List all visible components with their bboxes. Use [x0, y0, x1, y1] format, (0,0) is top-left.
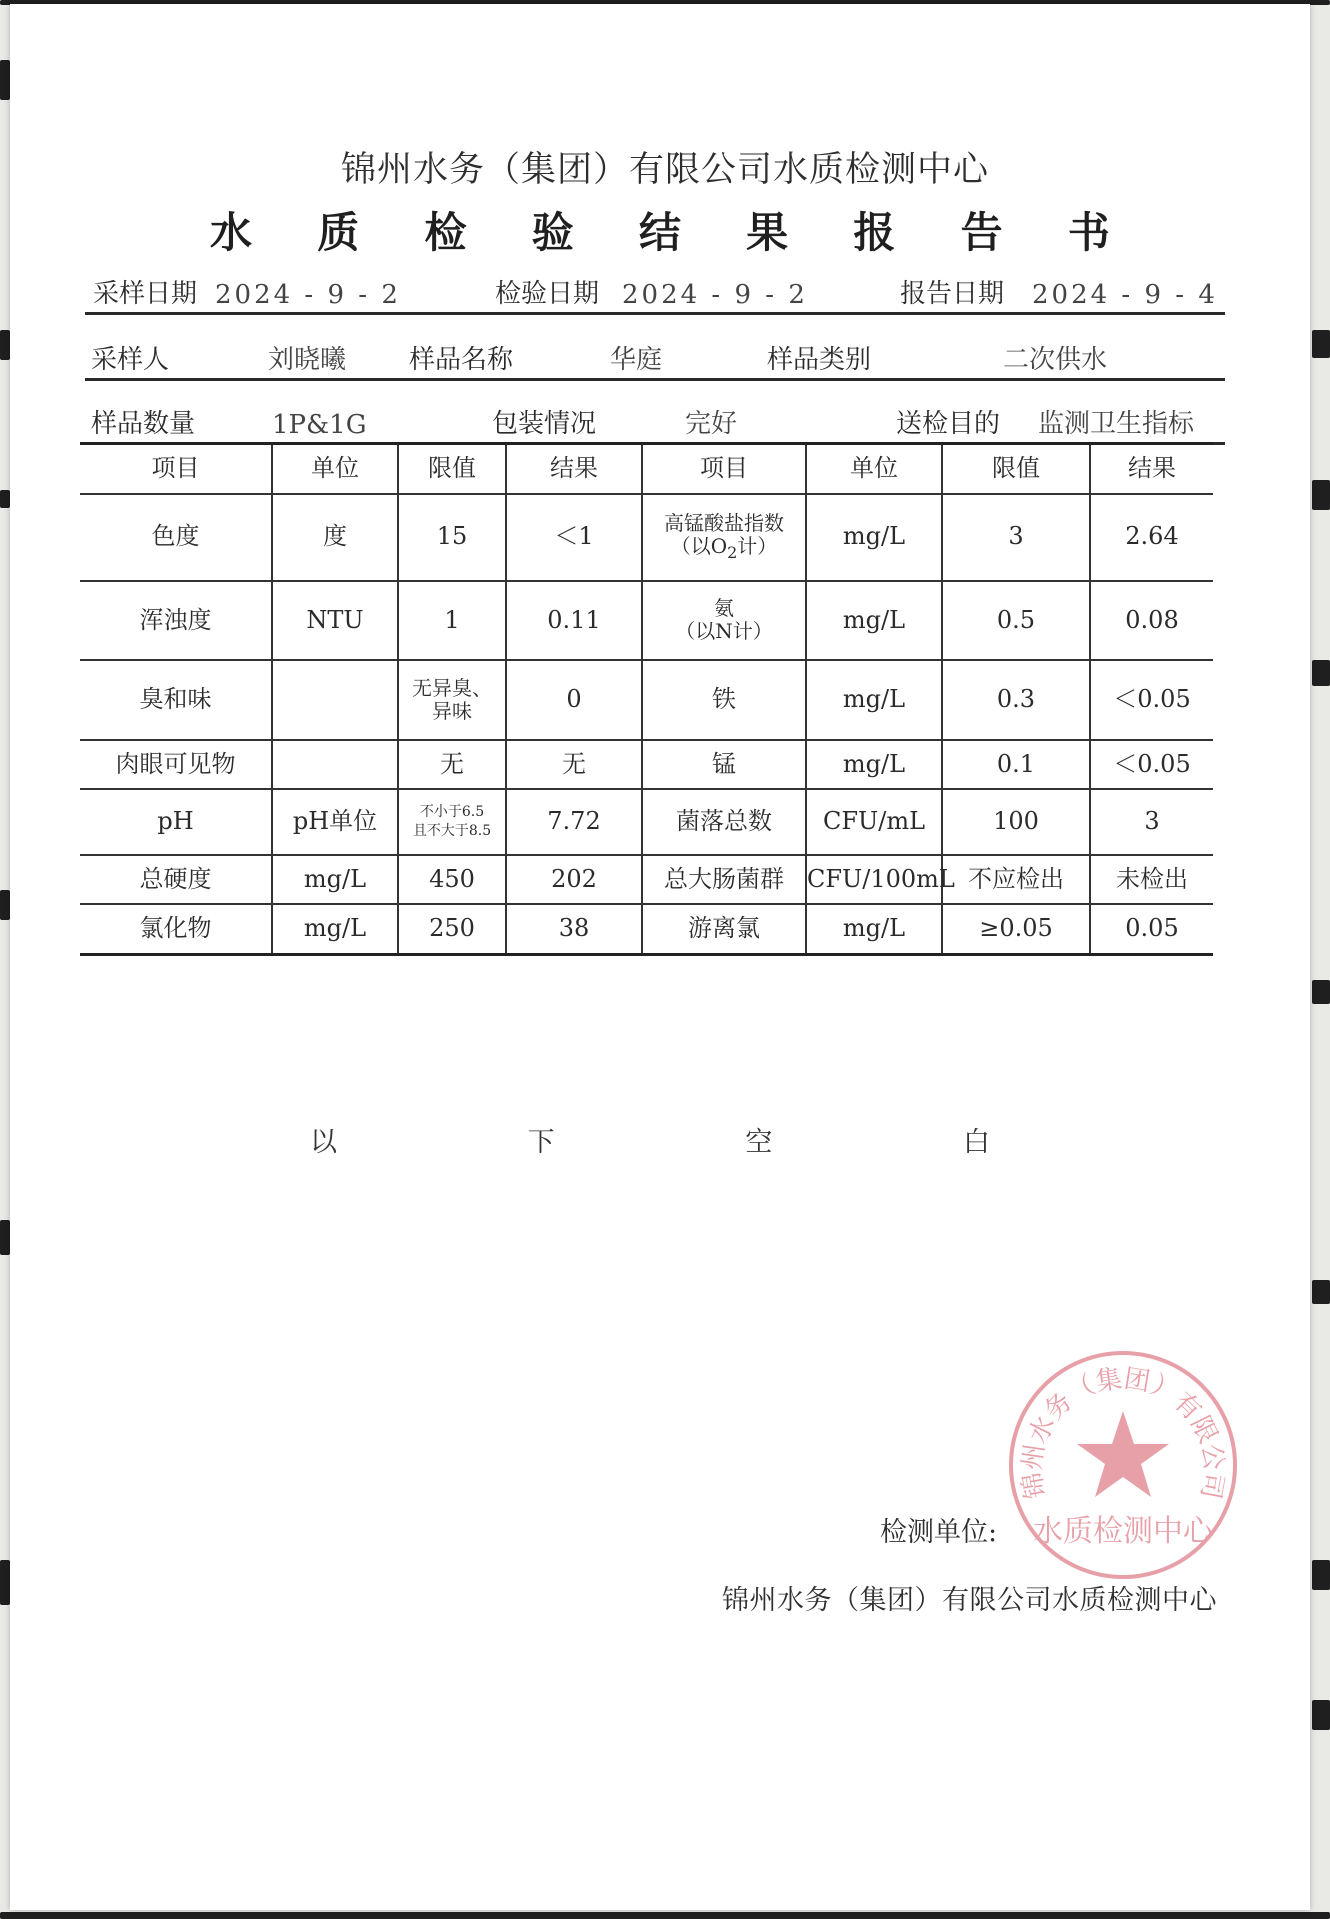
info-row-sample [85, 338, 1225, 381]
table-row [80, 660, 1213, 740]
title-char: 告 [960, 208, 1003, 257]
sample-type-label: 样品类别 [767, 345, 872, 375]
header-result: 结果 [506, 444, 642, 494]
result-cell: 0.05 [1090, 904, 1213, 954]
title-char: 报 [853, 208, 896, 257]
unit-cell: mg/L [806, 740, 942, 789]
title-char: 果 [746, 208, 789, 257]
header-unit: 单位 [806, 444, 942, 494]
table-row [80, 740, 1213, 789]
item-cell: 肉眼可见物 [80, 740, 272, 789]
unit-cell: CFU/mL [806, 789, 942, 855]
title-char: 书 [1067, 208, 1110, 257]
unit-cell: mg/L [806, 660, 942, 740]
result-cell: ＜0.05 [1090, 660, 1213, 740]
packaging-value: 完好 [685, 409, 738, 439]
header-item: 项目 [80, 444, 272, 494]
limit-cell: ≥0.05 [942, 904, 1090, 954]
test-date-label: 检验日期 [495, 279, 600, 309]
limit-cell: 250 [398, 904, 506, 954]
limit-cell: 无异臭、 异味 [398, 660, 506, 740]
item-name: 氨 [714, 596, 734, 621]
table-row [80, 789, 1213, 855]
sampling-date-label: 采样日期 [93, 279, 198, 309]
unit-cell: 度 [272, 494, 398, 581]
limit-cell: 450 [398, 855, 506, 904]
quantity-value: 1P&1G [272, 410, 367, 440]
unit-cell: mg/L [806, 581, 942, 661]
item-note: （以N计） [675, 619, 773, 644]
item-cell: 锰 [642, 740, 806, 789]
result-cell: 0.08 [1090, 581, 1213, 661]
limit-cell: 不小于6.5 且不大于8.5 [398, 789, 506, 855]
test-date-value: 2024 - 9 - 2 [622, 280, 808, 310]
unit-cell: mg/L [806, 494, 942, 581]
report-date-value: 2024 - 9 - 4 [1032, 280, 1218, 310]
item-name: 高锰酸盐指数 [664, 510, 784, 535]
item-cell: 氯化物 [80, 904, 272, 954]
header-limit: 限值 [942, 444, 1090, 494]
title-char: 水 [210, 208, 253, 257]
table-row [80, 494, 1213, 581]
header-result: 结果 [1090, 444, 1213, 494]
testing-unit-label: 检测单位: [880, 1517, 998, 1548]
result-cell: 未检出 [1090, 855, 1213, 904]
limit-cell: 100 [942, 789, 1090, 855]
item-cell: 浑浊度 [80, 581, 272, 661]
sample-type-value: 二次供水 [1003, 345, 1108, 375]
unit-cell: mg/L [272, 904, 398, 954]
sampler-label: 采样人 [91, 345, 170, 375]
purpose-label: 送检目的 [896, 409, 1001, 439]
item-cell: 铁 [642, 660, 806, 740]
quantity-label: 样品数量 [91, 409, 196, 439]
limit-cell: 1 [398, 581, 506, 661]
result-cell: ＜1 [506, 494, 642, 581]
title-char: 检 [424, 208, 467, 257]
sample-name-value: 华庭 [610, 345, 663, 375]
blank-below-marker: 以 下 空 白 [310, 1127, 990, 1158]
unit-cell: mg/L [806, 904, 942, 954]
result-cell: 2.64 [1090, 494, 1213, 581]
item-cell: 臭和味 [80, 660, 272, 740]
sampling-date-value: 2024 - 9 - 2 [215, 280, 401, 310]
table-row [80, 904, 1213, 954]
packaging-label: 包装情况 [492, 409, 597, 439]
title-char: 结 [638, 208, 681, 257]
sampler-value: 刘晓曦 [268, 345, 347, 375]
unit-cell: CFU/100mL [806, 855, 942, 904]
result-cell: 38 [506, 904, 642, 954]
header-item: 项目 [642, 444, 806, 494]
info-row-quantity [85, 402, 1225, 445]
result-cell: 0.11 [506, 581, 642, 661]
limit-cell: 15 [398, 494, 506, 581]
unit-cell [272, 660, 398, 740]
table-row [80, 581, 1213, 661]
result-cell: 0 [506, 660, 642, 740]
table-header-row [80, 444, 1213, 494]
item-cell: pH [80, 789, 272, 855]
title-char: 质 [317, 208, 360, 257]
limit-cell: 0.3 [942, 660, 1090, 740]
item-cell: 菌落总数 [642, 789, 806, 855]
purpose-value: 监测卫生指标 [1038, 409, 1195, 439]
sample-name-label: 样品名称 [409, 345, 514, 375]
result-cell: 7.72 [506, 789, 642, 855]
table-row [80, 855, 1213, 904]
svg-text:水质检测中心: 水质检测中心 [1033, 1514, 1213, 1549]
item-cell [642, 494, 806, 581]
unit-cell: pH单位 [272, 789, 398, 855]
item-cell: 总大肠菌群 [642, 855, 806, 904]
report-title [210, 200, 1110, 260]
official-seal-icon [1003, 1345, 1243, 1585]
result-cell: 202 [506, 855, 642, 904]
testing-unit-org: 锦州水务（集团）有限公司水质检测中心 [722, 1585, 1217, 1616]
unit-cell: NTU [272, 581, 398, 661]
header-limit: 限值 [398, 444, 506, 494]
result-cell: 3 [1090, 789, 1213, 855]
results-table [80, 442, 1213, 956]
item-cell [642, 581, 806, 661]
unit-cell [272, 740, 398, 789]
limit-cell: 0.5 [942, 581, 1090, 661]
limit-cell: 3 [942, 494, 1090, 581]
title-char: 验 [531, 208, 574, 257]
report-date-label: 报告日期 [900, 279, 1005, 309]
item-cell: 总硬度 [80, 855, 272, 904]
result-cell: ＜0.05 [1090, 740, 1213, 789]
item-cell: 色度 [80, 494, 272, 581]
item-cell: 游离氯 [642, 904, 806, 954]
svg-text:锦州水务（集团）有限公司: 锦州水务（集团）有限公司 [1017, 1363, 1229, 1502]
org-title: 锦州水务（集团）有限公司水质检测中心 [340, 150, 989, 190]
unit-cell: mg/L [272, 855, 398, 904]
info-row-dates [85, 272, 1225, 315]
limit-cell: 0.1 [942, 740, 1090, 789]
result-cell: 无 [506, 740, 642, 789]
item-note: （以$O_2$计） [670, 533, 778, 562]
header-unit: 单位 [272, 444, 398, 494]
limit-cell: 不应检出 [942, 855, 1090, 904]
limit-cell: 无 [398, 740, 506, 789]
